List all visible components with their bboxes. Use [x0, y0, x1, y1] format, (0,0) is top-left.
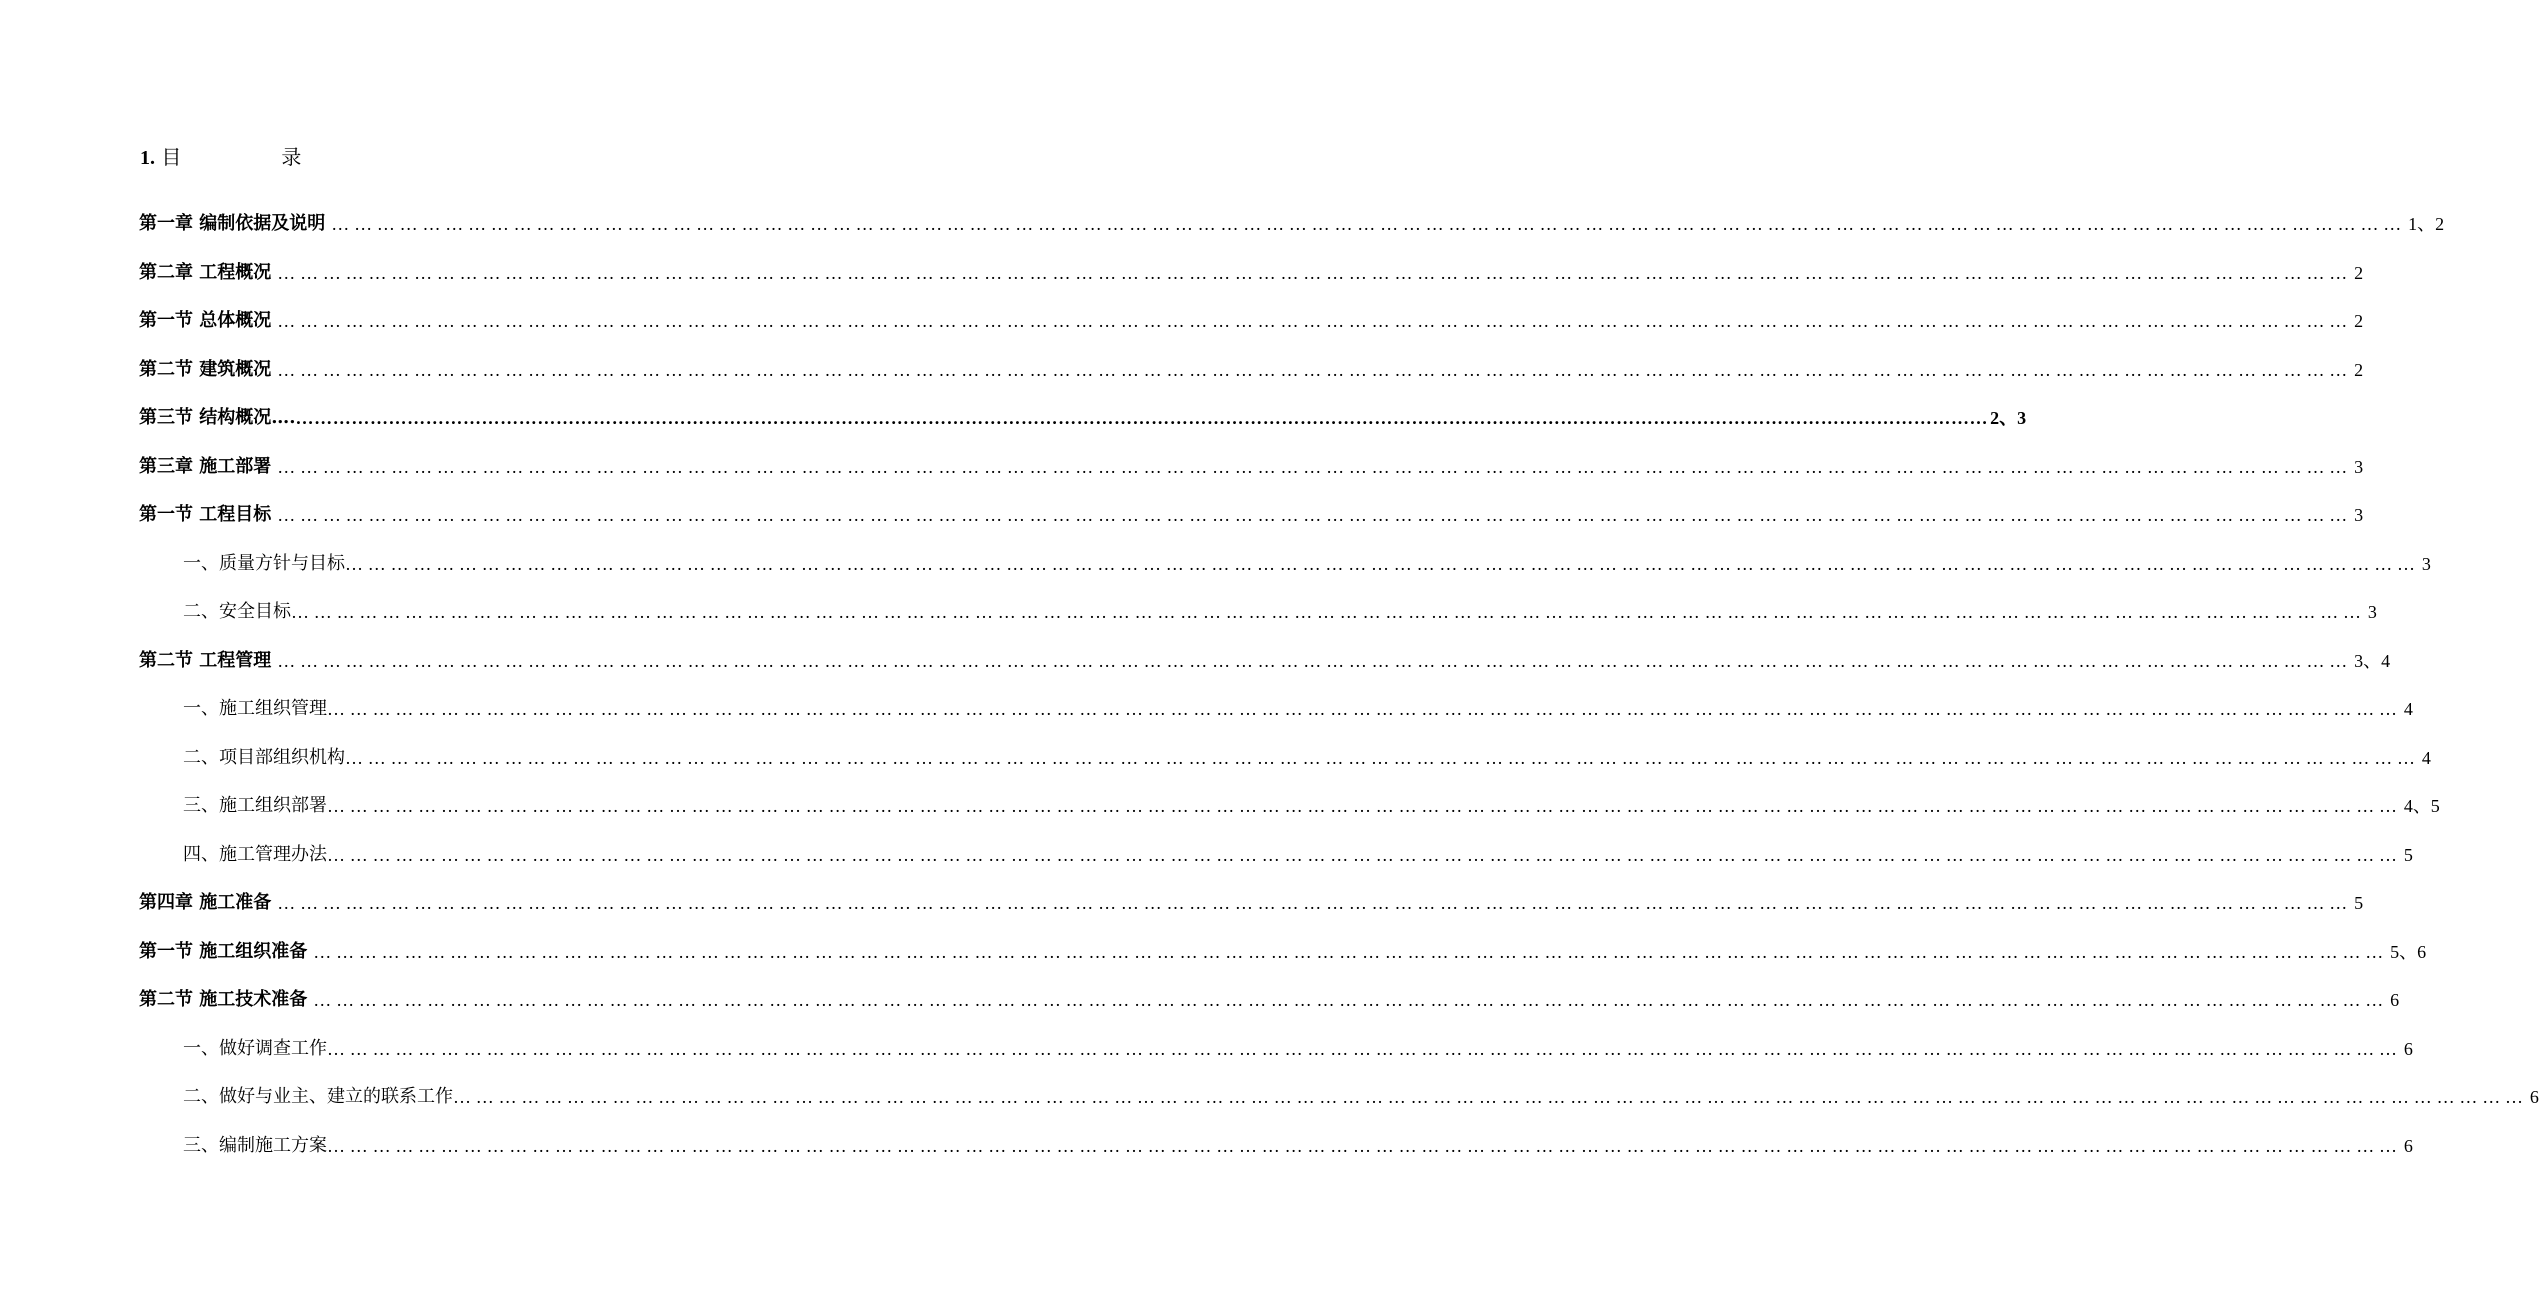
toc-entry-page: 2	[2354, 262, 2364, 283]
toc-entry[interactable]	[0, 1033, 2413, 1082]
toc-leader-dots: …………………………………………………………………………………………………………………………………………………………………………………………………………………………………………………	[453, 1087, 2528, 1107]
toc-leader-dots: …………………………………………………………………………………………………………………………………………………………………………………………………………………………………………………	[327, 844, 2402, 865]
toc-entry-page: 4	[2403, 699, 2413, 719]
toc-entry-page: 6	[2403, 1135, 2413, 1156]
toc-entry-label: 三、施工组织部署	[183, 795, 327, 816]
toc-entry[interactable]	[0, 790, 2440, 839]
toc-leader-dots: …………………………………………………………………………………………………………………………………………………………………………………………………………………………………………………	[277, 893, 2353, 913]
toc-entry-page: 1、2	[2408, 214, 2445, 234]
toc-entry-page: 5	[2403, 844, 2413, 865]
toc-entry-page: 3	[2367, 602, 2377, 622]
toc-entry-label: 四、施工管理办法	[183, 843, 327, 865]
toc-entry[interactable]	[0, 305, 2364, 354]
toc-entry[interactable]	[0, 984, 2400, 1033]
toc-leader-dots: …………………………………………………………………………………………………………………………………………………………………………………………………………………………………………………	[327, 1135, 2402, 1156]
toc-entry-label: 第一节 施工组织准备	[139, 940, 308, 962]
toc-heading	[140, 142, 301, 172]
toc-entry-label: 第一节 总体概况	[139, 310, 272, 331]
toc-entry-label: 第一章 编制依据及说明	[139, 213, 326, 234]
toc-entry-label: 一、施工组织管理	[183, 698, 327, 719]
toc-entry-label: 第二节 施工技术准备	[139, 989, 308, 1010]
toc-leader-dots: …………………………………………………………………………………………………………………………………………………………………………………………………………………………………………………	[327, 699, 2402, 719]
toc-leader-dots: …………………………………………………………………………………………………………………………………………………………………………………………………………………………………………………	[327, 796, 2402, 816]
toc-leader-dots: …………………………………………………………………………………………………………………………………………………………………………………………………………………………………………………	[277, 359, 2353, 380]
toc-entry-page: 3、4	[2354, 650, 2391, 671]
toc-entry[interactable]	[0, 887, 2364, 936]
toc-entry-page: 6	[2403, 1038, 2413, 1059]
toc-entry-label: 第一节 工程目标	[139, 504, 272, 525]
toc-leader-dots: …………………………………………………………………………………………………………………………………………………………………………………………………………………………………………………	[313, 941, 2389, 962]
toc-leader-dots: …………………………………………………………………………………………………………………………………………………………………………………………………………………………………………………	[345, 553, 2420, 574]
toc-entry[interactable]	[0, 257, 2364, 306]
toc-entry-page: 6	[2390, 990, 2400, 1010]
toc-entry-page: 2、3	[1990, 408, 2027, 428]
toc-entry-page: 6	[2529, 1087, 2539, 1107]
toc-entry-page: 4	[2421, 747, 2431, 768]
toc-entry[interactable]	[0, 742, 2431, 791]
toc-entry-label: 三、编制施工方案	[183, 1134, 327, 1156]
toc-entry-page: 3	[2354, 456, 2364, 477]
toc-entry[interactable]	[0, 548, 2431, 597]
toc-entry[interactable]	[0, 208, 2445, 257]
toc-entry-label: 第二节 工程管理	[139, 649, 272, 671]
toc-leader-dots: …………………………………………………………………………………………………………………………………………………………………………………………………………………………………………………	[313, 990, 2389, 1010]
toc-entry-page: 2	[2354, 359, 2364, 380]
heading-number: 1.	[140, 147, 155, 169]
toc-leader-dots: …………………………………………………………………………………………………………………………………………………………………………………………………………………………………………………	[277, 650, 2353, 671]
toc-entry-page: 3	[2421, 553, 2431, 574]
toc-leader-dots: …………………………………………………………………………………………………………………………………………………………………………………………………………………………………………………	[277, 456, 2353, 477]
toc-entry-label: 二、做好与业主、建立的联系工作	[183, 1086, 453, 1107]
toc-entry[interactable]	[0, 402, 2027, 451]
toc-entry[interactable]	[0, 693, 2413, 742]
toc-leader-dots: …………………………………………………………………………………………………………………………………………………………………………………………………………………………………………………	[327, 1038, 2402, 1059]
toc-leader-dots: …………………………………………………………………………………………………………………………………………………………………………………………………………………………………………………	[331, 214, 2407, 234]
table-of-contents	[0, 208, 2539, 1178]
toc-entry[interactable]	[0, 839, 2413, 888]
toc-leader-dots: …………………………………………………………………………………………………………………………………………………………………………………………………………………………………………………	[277, 311, 2353, 331]
toc-entry-label: 二、安全目标	[183, 601, 291, 622]
toc-entry[interactable]	[0, 1081, 2539, 1130]
toc-entry-label: 第四章 施工准备	[139, 892, 272, 913]
toc-entry-label: 第三章 施工部署	[139, 455, 272, 477]
toc-entry-page: 4、5	[2403, 796, 2440, 816]
toc-entry-label: 第二章 工程概况	[139, 261, 272, 283]
toc-entry-page: 5	[2354, 893, 2364, 913]
toc-leader-dots: …………………………………………………………………………………………………………………………………………………………………………………………………………………………………………………	[295, 408, 1989, 428]
toc-entry[interactable]	[0, 936, 2427, 985]
toc-entry-label: 第三节 结构概况….	[139, 407, 296, 428]
toc-entry[interactable]	[0, 645, 2391, 694]
toc-entry-page: 2	[2354, 311, 2364, 331]
toc-leader-dots: …………………………………………………………………………………………………………………………………………………………………………………………………………………………………………………	[345, 747, 2420, 768]
toc-entry[interactable]	[0, 596, 2377, 645]
toc-leader-dots: …………………………………………………………………………………………………………………………………………………………………………………………………………………………………………………	[277, 262, 2353, 283]
toc-entry-label: 一、做好调查工作	[183, 1037, 327, 1059]
toc-leader-dots: …………………………………………………………………………………………………………………………………………………………………………………………………………………………………………………	[277, 505, 2353, 525]
toc-entry[interactable]	[0, 451, 2364, 500]
toc-entry-label: 第二节 建筑概况	[139, 358, 272, 380]
toc-entry[interactable]	[0, 354, 2364, 403]
toc-entry-page: 3	[2354, 505, 2364, 525]
toc-entry-label: 二、项目部组织机构	[183, 746, 345, 768]
heading-title: 目 录	[161, 145, 302, 169]
toc-leader-dots: …………………………………………………………………………………………………………………………………………………………………………………………………………………………………………………	[291, 602, 2366, 622]
toc-entry[interactable]	[0, 1130, 2413, 1179]
toc-entry-page: 5、6	[2390, 941, 2427, 962]
toc-entry[interactable]	[0, 499, 2364, 548]
toc-entry-label: 一、质量方针与目标	[183, 552, 345, 574]
